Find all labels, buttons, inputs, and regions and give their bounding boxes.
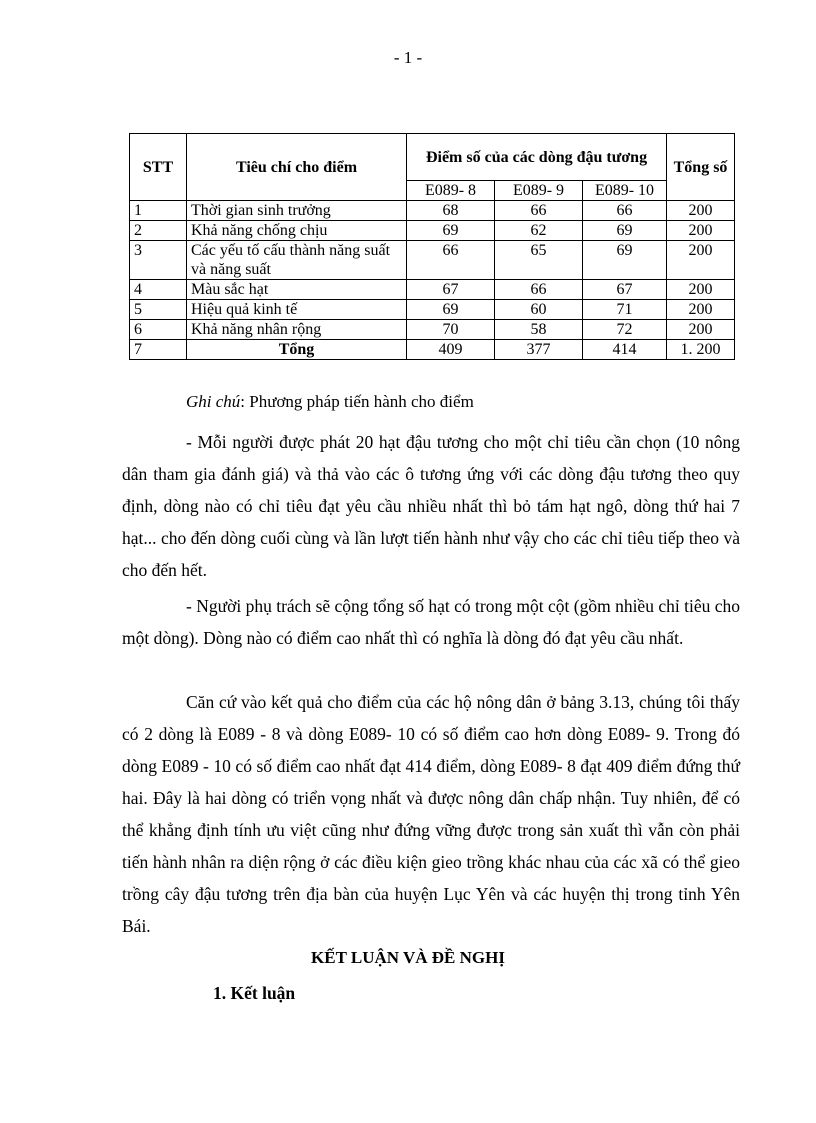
header-score-group: Điểm số của các dòng đậu tương — [407, 134, 667, 181]
header-line-e089-8: E089- 8 — [407, 181, 495, 201]
note-text: : Phương pháp tiến hành cho điểm — [240, 392, 474, 411]
row-stt: 6 — [130, 320, 187, 340]
row-criteria: Thời gian sinh trưởng — [187, 201, 407, 221]
page-number: - 1 - — [393, 48, 423, 67]
row-score-e089-9: 66 — [495, 201, 583, 221]
row-score-e089-8: 69 — [407, 221, 495, 241]
row-total: 1. 200 — [667, 340, 735, 360]
row-criteria: Khả năng chống chịu — [187, 221, 407, 241]
section-heading: KẾT LUẬN VÀ ĐỀ NGHỊ — [311, 948, 505, 967]
paragraph: Căn cứ vào kết quả cho điểm của các hộ nông dân ở bảng 3.13, chúng tôi thấy có 2 dòng là E089 - 8 và dòng E089- 10 có số điểm cao hơn dòng E089- 9. Trong đó dòng E089 - 10 có số điểm cao nhất đạt 414 điểm, dòng E089- 8 đạt 409 điểm đứng thứ hai. Đây là hai dòng có triển vọng nhất và được nông dân chấp nhận. Tuy nhiên, để có thể khẳng định tính ưu việt cũng như đứng vững được trong sản xuất thì vẫn còn phải tiến hành nhân ra diện rộng ở các điều kiện gieo trồng khác nhau của các xã có thể gieo trồng cây đậu tương trên địa bàn của huyện Lục Yên và các huyện thị trong tỉnh Yên Bái. — [122, 692, 740, 936]
score-table — [129, 133, 735, 360]
row-total: 200 — [667, 300, 735, 320]
row-stt: 5 — [130, 300, 187, 320]
table-total-row — [130, 340, 735, 360]
header-line-e089-9: E089- 9 — [495, 181, 583, 201]
table-row — [130, 280, 735, 300]
row-score-e089-10: 71 — [583, 300, 667, 320]
row-criteria: Khả năng nhân rộng — [187, 320, 407, 340]
row-score-e089-10: 69 — [583, 241, 667, 280]
header-total: Tổng số — [667, 134, 735, 201]
subsection-heading: 1. Kết luận — [213, 983, 296, 1003]
table-row — [130, 221, 735, 241]
row-score-e089-8: 409 — [407, 340, 495, 360]
row-score-e089-9: 65 — [495, 241, 583, 280]
row-score-e089-8: 67 — [407, 280, 495, 300]
row-score-e089-8: 70 — [407, 320, 495, 340]
row-score-e089-9: 58 — [495, 320, 583, 340]
row-stt: 1 — [130, 201, 187, 221]
row-criteria: Hiệu quả kinh tế — [187, 300, 407, 320]
table-note — [186, 392, 474, 412]
row-score-e089-9: 62 — [495, 221, 583, 241]
row-total: 200 — [667, 221, 735, 241]
row-stt: 4 — [130, 280, 187, 300]
header-criteria: Tiêu chí cho điểm — [187, 134, 407, 201]
row-score-e089-10: 66 — [583, 201, 667, 221]
row-stt: 2 — [130, 221, 187, 241]
row-criteria: Tổng — [187, 340, 407, 360]
method-paragraph-2 — [122, 590, 740, 654]
table-row — [130, 320, 735, 340]
row-score-e089-10: 69 — [583, 221, 667, 241]
note-label: Ghi chú — [186, 392, 241, 411]
row-criteria: Màu sắc hạt — [187, 280, 407, 300]
result-paragraph — [122, 686, 740, 942]
row-score-e089-9: 66 — [495, 280, 583, 300]
row-criteria: Các yếu tố cấu thành năng suất và năng suất — [187, 241, 407, 280]
table-row — [130, 241, 735, 280]
row-score-e089-10: 414 — [583, 340, 667, 360]
row-total: 200 — [667, 241, 735, 280]
method-paragraph-1 — [122, 426, 740, 586]
row-stt: 7 — [130, 340, 187, 360]
row-score-e089-10: 72 — [583, 320, 667, 340]
row-total: 200 — [667, 320, 735, 340]
row-score-e089-9: 60 — [495, 300, 583, 320]
paragraph: - Mỗi người được phát 20 hạt đậu tương cho một chỉ tiêu cần chọn (10 nông dân tham gia đánh giá) và thả vào các ô tương ứng với các dòng đậu tương theo quy định, dòng nào có chỉ tiêu đạt yêu cầu nhiều nhất thì bỏ tám hạt ngô, dòng thứ hai 7 hạt... cho đến dòng cuối cùng và lần lượt tiến hành như vậy cho các chỉ tiêu tiếp theo và cho đến hết. — [122, 432, 740, 580]
row-total: 200 — [667, 201, 735, 221]
header-line-e089-10: E089- 10 — [583, 181, 667, 201]
row-score-e089-9: 377 — [495, 340, 583, 360]
row-stt: 3 — [130, 241, 187, 280]
row-score-e089-8: 66 — [407, 241, 495, 280]
table-row — [130, 201, 735, 221]
row-score-e089-8: 68 — [407, 201, 495, 221]
row-score-e089-10: 67 — [583, 280, 667, 300]
row-total: 200 — [667, 280, 735, 300]
header-stt: STT — [130, 134, 187, 201]
table-row — [130, 300, 735, 320]
row-score-e089-8: 69 — [407, 300, 495, 320]
table-header-row — [130, 134, 735, 181]
paragraph: - Người phụ trách sẽ cộng tổng số hạt có trong một cột (gồm nhiều chỉ tiêu cho một dòng). Dòng nào có điểm cao nhất thì có nghĩa là dòng đó đạt yêu cầu nhất. — [122, 596, 740, 648]
